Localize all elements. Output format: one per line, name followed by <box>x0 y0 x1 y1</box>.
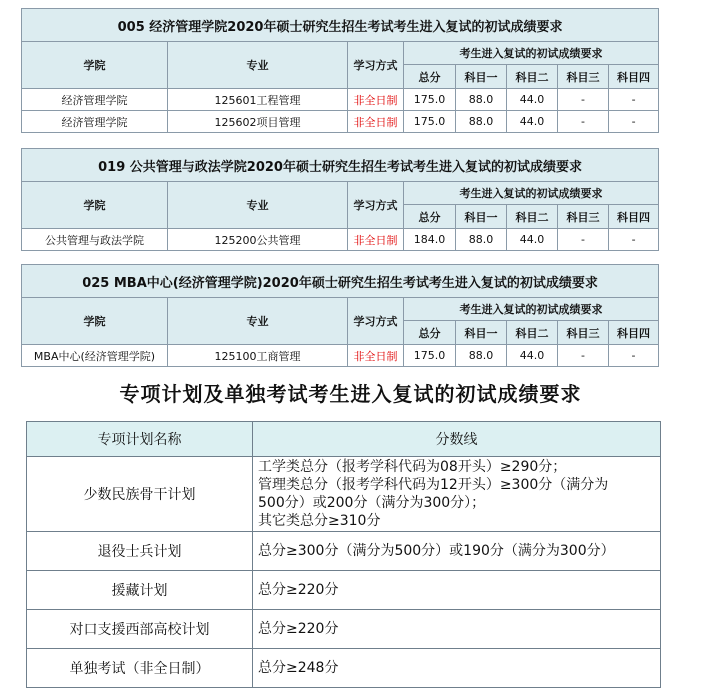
cell-total: 184.0 <box>404 229 456 251</box>
header-college: 学院 <box>22 298 168 345</box>
header-total: 总分 <box>404 205 456 229</box>
header-college: 学院 <box>22 42 168 89</box>
table-row <box>27 571 661 610</box>
cell-total: 175.0 <box>404 111 456 133</box>
header-mode: 学习方式 <box>348 42 404 89</box>
cell-score-line <box>253 457 661 532</box>
cell-plan-name: 单独考试（非全日制） <box>27 649 253 688</box>
header-major: 专业 <box>168 42 348 89</box>
header-total: 总分 <box>404 321 456 345</box>
cell-subject-1: 88.0 <box>456 345 507 367</box>
table-row <box>22 345 659 367</box>
score-table-005 <box>21 8 659 133</box>
cell-subject-3: - <box>558 345 609 367</box>
cell-total: 175.0 <box>404 89 456 111</box>
table-row <box>22 89 659 111</box>
special-plan-title: 专项计划及单独考试考生进入复试的初试成绩要求 <box>119 382 582 406</box>
header-major: 专业 <box>168 298 348 345</box>
cell-college: 公共管理与政法学院 <box>22 229 168 251</box>
cell-subject-3: - <box>558 89 609 111</box>
cell-plan-name: 少数民族骨干计划 <box>27 457 253 532</box>
table-title: 025 MBA中心(经济管理学院)2020年硕士研究生招生考试考生进入复试的初试成绩要求 <box>22 265 659 298</box>
table-row <box>22 229 659 251</box>
cell-mode: 非全日制 <box>348 345 404 367</box>
header-mode: 学习方式 <box>348 298 404 345</box>
header-subject-2: 科目二 <box>507 321 558 345</box>
cell-subject-3: - <box>558 111 609 133</box>
header-subject-3: 科目三 <box>558 205 609 229</box>
header-total: 总分 <box>404 65 456 89</box>
table-row <box>27 532 661 571</box>
cell-subject-2: 44.0 <box>507 89 558 111</box>
header-mode: 学习方式 <box>348 182 404 229</box>
header-group: 考生进入复试的初试成绩要求 <box>404 182 659 205</box>
score-table-019 <box>21 148 659 251</box>
cell-subject-1: 88.0 <box>456 111 507 133</box>
header-subject-1: 科目一 <box>456 65 507 89</box>
header-subject-3: 科目三 <box>558 65 609 89</box>
score-line-text: 管理类总分（报考学科代码为12开头）≥300分（满分为 <box>258 477 609 493</box>
table-row <box>27 649 661 688</box>
table-row <box>22 111 659 133</box>
cell-college: MBA中心(经济管理学院) <box>22 345 168 367</box>
cell-college: 经济管理学院 <box>22 89 168 111</box>
cell-mode: 非全日制 <box>348 229 404 251</box>
header-college: 学院 <box>22 182 168 229</box>
header-subject-4: 科目四 <box>609 205 659 229</box>
cell-subject-4: - <box>609 111 659 133</box>
cell-subject-2: 44.0 <box>507 345 558 367</box>
special-plan-table <box>26 421 661 688</box>
cell-subject-2: 44.0 <box>507 111 558 133</box>
cell-plan-name: 退役士兵计划 <box>27 532 253 571</box>
cell-subject-4: - <box>609 345 659 367</box>
header-group: 考生进入复试的初试成绩要求 <box>404 42 659 65</box>
cell-subject-1: 88.0 <box>456 229 507 251</box>
cell-score-line: 总分≥248分 <box>253 649 661 688</box>
cell-plan-name: 对口支援西部高校计划 <box>27 610 253 649</box>
table-row <box>27 457 661 532</box>
cell-major: 125100工商管理 <box>168 345 348 367</box>
cell-major: 125601工程管理 <box>168 89 348 111</box>
cell-major: 125602项目管理 <box>168 111 348 133</box>
cell-major: 125200公共管理 <box>168 229 348 251</box>
header-subject-4: 科目四 <box>609 65 659 89</box>
table-title: 005 经济管理学院2020年硕士研究生招生考试考生进入复试的初试成绩要求 <box>22 9 659 42</box>
header-major: 专业 <box>168 182 348 229</box>
cell-score-line: 总分≥220分 <box>253 610 661 649</box>
score-line-text: 其它类总分≥310分 <box>258 513 381 529</box>
header-plan-name: 专项计划名称 <box>27 422 253 457</box>
cell-subject-2: 44.0 <box>507 229 558 251</box>
cell-college: 经济管理学院 <box>22 111 168 133</box>
score-line-text: 工学类总分（报考学科代码为08开头）≥290分； <box>258 459 567 475</box>
cell-subject-4: - <box>609 89 659 111</box>
cell-mode: 非全日制 <box>348 111 404 133</box>
table-row <box>27 610 661 649</box>
table-title: 019 公共管理与政法学院2020年硕士研究生招生考试考生进入复试的初试成绩要求 <box>22 149 659 182</box>
cell-total: 175.0 <box>404 345 456 367</box>
cell-score-line: 总分≥300分（满分为500分）或190分（满分为300分） <box>253 532 661 571</box>
cell-subject-1: 88.0 <box>456 89 507 111</box>
cell-subject-4: - <box>609 229 659 251</box>
cell-mode: 非全日制 <box>348 89 404 111</box>
header-subject-4: 科目四 <box>609 321 659 345</box>
header-subject-1: 科目一 <box>456 205 507 229</box>
header-subject-3: 科目三 <box>558 321 609 345</box>
header-score-line: 分数线 <box>253 422 661 457</box>
score-line-text: 500分）或200分（满分为300分）； <box>258 495 486 511</box>
cell-score-line: 总分≥220分 <box>253 571 661 610</box>
cell-plan-name: 援藏计划 <box>27 571 253 610</box>
cell-subject-3: - <box>558 229 609 251</box>
header-group: 考生进入复试的初试成绩要求 <box>404 298 659 321</box>
score-table-025 <box>21 264 659 367</box>
header-subject-1: 科目一 <box>456 321 507 345</box>
header-subject-2: 科目二 <box>507 65 558 89</box>
header-subject-2: 科目二 <box>507 205 558 229</box>
